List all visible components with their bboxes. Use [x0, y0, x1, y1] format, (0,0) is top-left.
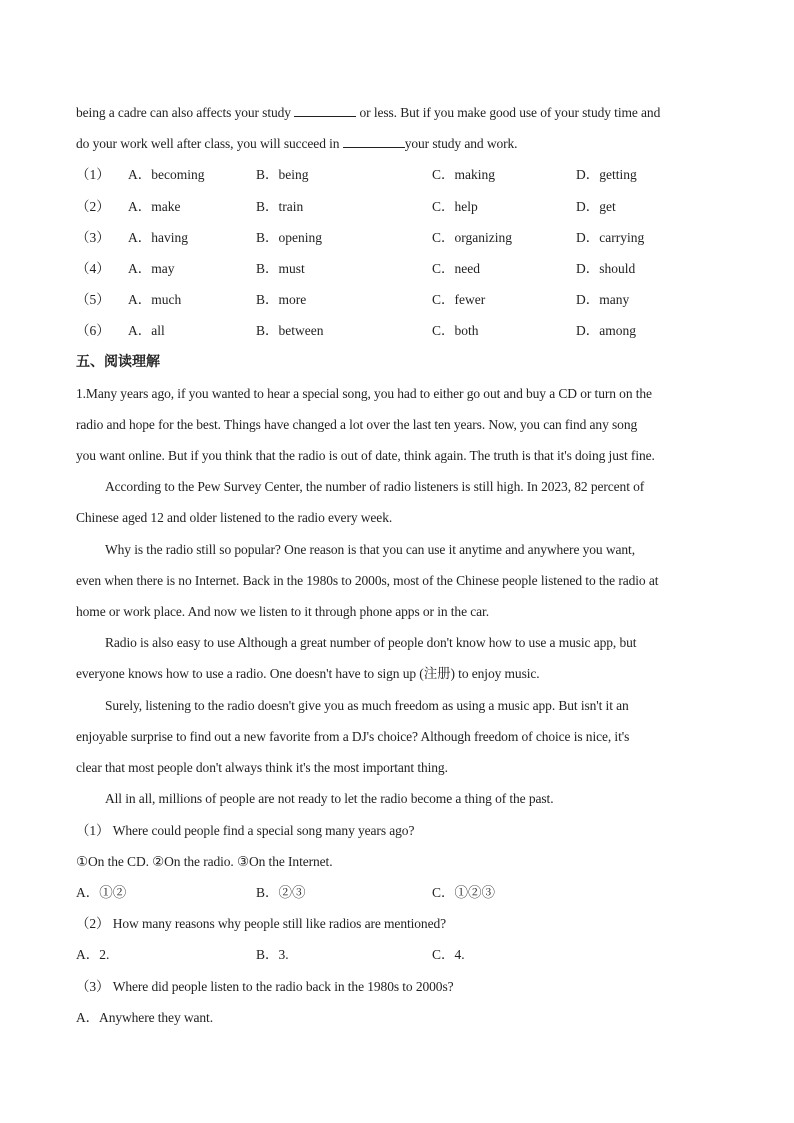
option-a[interactable]: A．①② [76, 885, 127, 900]
question-2-options [76, 945, 756, 965]
option-a[interactable]: A．having [128, 230, 188, 245]
option-b[interactable]: B．between [256, 323, 324, 338]
question-2: （2） How many reasons why people still like radios are mentioned? [76, 916, 447, 931]
option-row [76, 321, 756, 341]
option-b[interactable]: B．opening [256, 230, 322, 245]
answer-blank [343, 135, 405, 148]
cloze-text: or less. But if you make good use of your study time and [356, 105, 661, 120]
option-row [76, 259, 756, 279]
option-a[interactable]: A．much [128, 292, 182, 307]
passage-line: home or work place. And now we listen to it through phone apps or in the car. [76, 604, 489, 619]
option-b[interactable]: B．more [256, 292, 307, 307]
option-d[interactable]: D．getting [576, 167, 637, 182]
option-c[interactable]: C．both [432, 323, 479, 338]
option-row [76, 165, 756, 185]
option-a[interactable]: A．becoming [128, 167, 205, 182]
passage-line: radio and hope for the best. Things have changed a lot over the last ten years. Now, you can find any song [76, 417, 638, 432]
option-c[interactable]: C．organizing [432, 230, 512, 245]
passage-line: All in all, millions of people are not ready to let the radio become a thing of the past. [105, 791, 554, 806]
option-a[interactable]: A．make [128, 199, 181, 214]
option-a[interactable]: A．2. [76, 947, 110, 962]
option-d[interactable]: D．among [576, 323, 636, 338]
passage-line: Radio is also easy to use Although a great number of people don't know how to use a music app, but [105, 635, 637, 650]
cloze-line-2 [76, 134, 517, 154]
option-row [76, 228, 756, 248]
option-c[interactable]: C．①②③ [432, 885, 496, 900]
option-b[interactable]: B．must [256, 261, 305, 276]
option-b[interactable]: B．being [256, 167, 309, 182]
option-d[interactable]: D．carrying [576, 230, 645, 245]
question-number: （3） [76, 230, 110, 245]
option-d[interactable]: D．many [576, 292, 630, 307]
option-c[interactable]: C．help [432, 199, 478, 214]
question-3: （3） Where did people listen to the radio back in the 1980s to 2000s? [76, 979, 454, 994]
passage-line: Surely, listening to the radio doesn't give you as much freedom as using a music app. But isn't it an [105, 698, 629, 713]
cloze-text: your study and work. [404, 136, 518, 151]
section-title: 五、阅读理解 [76, 354, 160, 370]
question-number: （5） [76, 292, 110, 307]
option-c[interactable]: C．need [432, 261, 480, 276]
question-number: （4） [76, 261, 110, 276]
question-1-items: ①On the CD. ②On the radio. ③On the Internet. [76, 854, 333, 869]
option-a[interactable]: A．may [128, 261, 175, 276]
passage-line: Why is the radio still so popular? One reason is that you can use it anytime and anywhere you want, [105, 542, 635, 557]
passage-line: 1.Many years ago, if you wanted to hear a special song, you had to either go out and buy a CD or turn on the [76, 386, 652, 401]
option-b[interactable]: B．train [256, 199, 304, 214]
option-a[interactable]: A．all [128, 323, 165, 338]
question-1: （1） Where could people find a special song many years ago? [76, 823, 415, 838]
question-number: （2） [76, 199, 110, 214]
cloze-text: being a cadre can also affects your study [76, 105, 295, 120]
option-c[interactable]: C．making [432, 167, 495, 182]
passage-line: enjoyable surprise to find out a new favorite from a DJ's choice? Although freedom of choice is nice, it's [76, 729, 630, 744]
option-row [76, 290, 756, 310]
question-1-options [76, 883, 756, 903]
option-c[interactable]: C．fewer [432, 292, 486, 307]
passage-line: clear that most people don't always think it's the most important thing. [76, 760, 448, 775]
option-d[interactable]: D．get [576, 199, 616, 214]
option-row [76, 197, 756, 217]
passage-line: even when there is no Internet. Back in the 1980s to 2000s, most of the Chinese people listened to the radio at [76, 573, 659, 588]
answer-blank [294, 104, 356, 117]
option-d[interactable]: D．should [576, 261, 636, 276]
option-b[interactable]: B．②③ [256, 885, 306, 900]
passage-line: According to the Pew Survey Center, the number of radio listeners is still high. In 2023, 82 percent of [105, 479, 645, 494]
option-a[interactable]: A．Anywhere they want. [76, 1010, 213, 1025]
passage-line: Chinese aged 12 and older listened to the radio every week. [76, 510, 393, 525]
passage-line: you want online. But if you think that the radio is out of date, think again. The truth is that it's doing just fine. [76, 448, 655, 463]
question-number: （6） [76, 323, 110, 338]
question-number: （1） [76, 167, 110, 182]
option-c[interactable]: C．4. [432, 947, 465, 962]
option-b[interactable]: B．3. [256, 947, 289, 962]
passage-line: everyone knows how to use a radio. One doesn't have to sign up (注册) to enjoy music. [76, 666, 540, 681]
cloze-text: do your work well after class, you will succeed in [76, 136, 343, 151]
cloze-line-1 [76, 103, 660, 123]
